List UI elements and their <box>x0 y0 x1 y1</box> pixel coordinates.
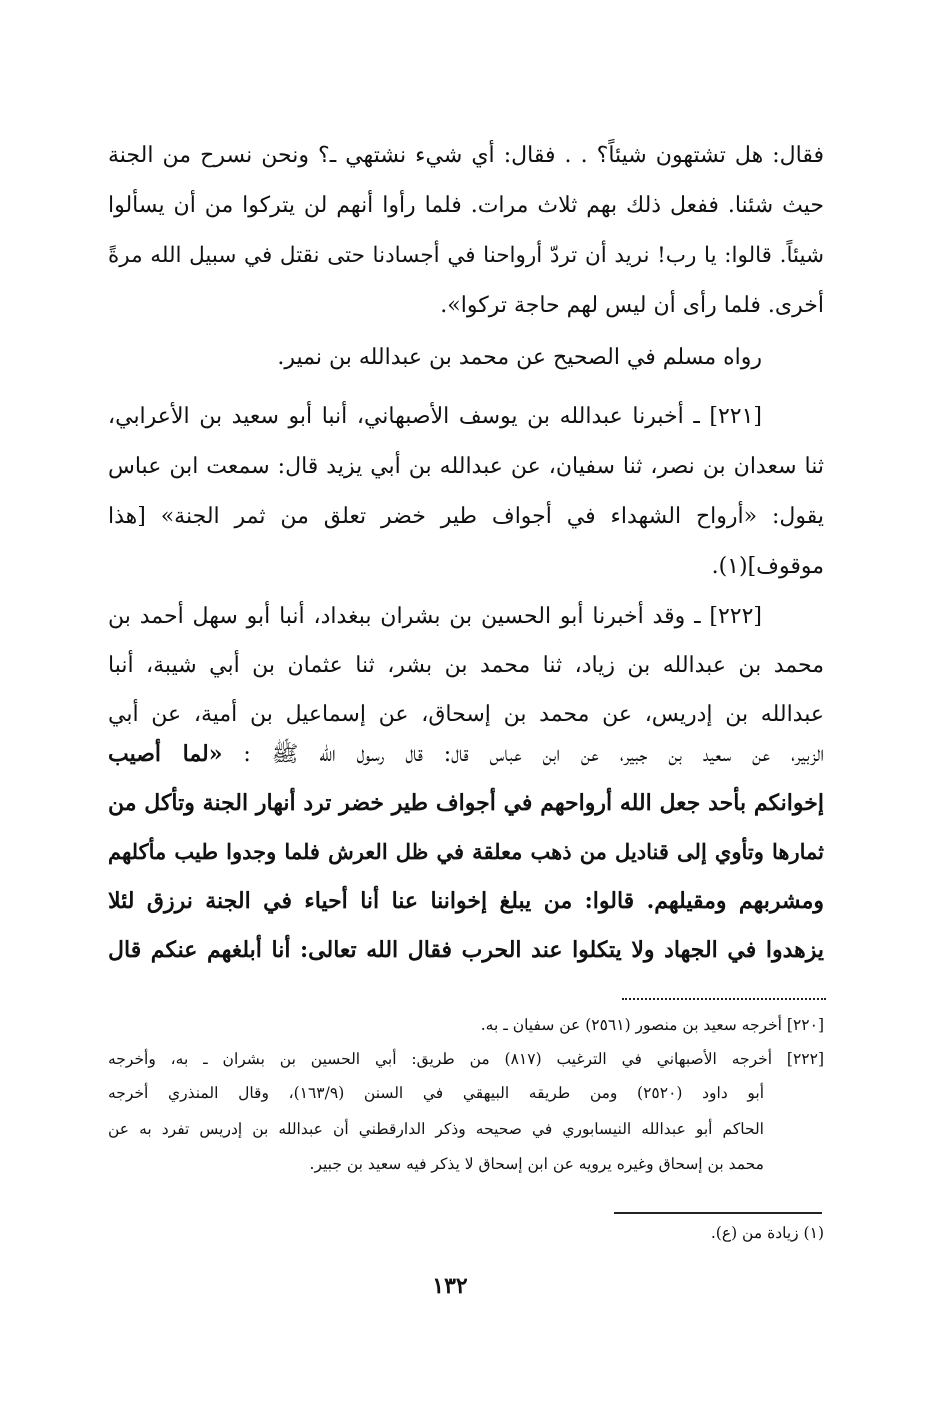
paragraph-4-bold-line-2: ثمارها وتأوي إلى قناديل من ذهب معلقة في ظل العرش فلما وجدوا طيب مأكلهم <box>108 839 824 864</box>
paragraph-3-line-3: يقول: «أرواح الشهداء في أجواف طير خضر تعلق من ثمر الجنة» [هذا <box>108 504 824 529</box>
paragraph-1-line-4: أخرى. فلما رأى أن ليس لهم حاجة تركوا». <box>440 293 824 318</box>
paragraph-4-line-1: [٢٢٢] ـ وقد أخبرنا أبو الحسين بن بشران ببغداد، أنبا أبو سهل أحمد بن <box>108 604 762 629</box>
footnote-separator <box>614 1212 822 1214</box>
paragraph-1-line-1: فقال: هل تشتهون شيئاً؟ . . فقال: أي شيء نشتهي ـ؟ ونحن نسرح من الجنة <box>108 143 824 168</box>
paragraph-4-line-2: محمد بن عبدالله بن زياد، ثنا محمد بن بشر، ثنا عثمان بن أبي شيبة، أنبا <box>108 653 824 678</box>
paragraph-1-line-3: شيئاً. قالوا: يا رب! نريد أن تردّ أرواحنا في أجسادنا حتى نقتل في سبيل الله مرةً <box>108 243 824 268</box>
note-222-line-4: محمد بن إسحاق وغيره يرويه عن ابن إسحاق لا يذكر فيه سعيد بن جبير. <box>309 1155 764 1173</box>
paragraph-3-line-4: موقوف](١). <box>711 554 824 579</box>
paragraph-3-line-1: [٢٢١] ـ أخبرنا عبدالله بن يوسف الأصبهاني، أنبا أبو سعيد بن الأعرابي، <box>108 404 762 429</box>
footnote-1: (١) زيادة من (ع). <box>710 1224 824 1242</box>
paragraph-4-bold-line-3: ومشربهم ومقيلهم. قالوا: من يبلغ إخواننا عنا أنا أحياء في الجنة نرزق لئلا <box>108 888 824 914</box>
paragraph-3-line-2: ثنا سعدان بن نصر، ثنا سفيان، عن عبدالله بن أبي يزيد قال: سمعت ابن عباس <box>108 454 824 479</box>
page-number: ١٣٢ <box>432 1273 468 1299</box>
paragraph-2: رواه مسلم في الصحيح عن محمد بن عبدالله بن نمير. <box>277 345 762 370</box>
note-222-line-2: أبو داود (٢٥٢٠) ومن طريقه البيهقي في السنن (١٦٣/٩)، وقال المنذري أخرجه <box>108 1084 765 1102</box>
paragraph-4-line-4-plain: الزبير، عن سعيد بن جبير، عن ابن عباس قال: قال رسول الله ﷺ : <box>243 742 824 767</box>
note-222-line-3: الحاكم أبو عبدالله النيسابوري في صحيحه وذكر الدارقطني أن عبدالله بن إدريس تفرد به عن <box>108 1120 764 1138</box>
paragraph-4-line-3: عبدالله بن إدريس، عن محمد بن إسحاق، عن إسماعيل بن أمية، عن أبي <box>108 702 824 727</box>
notes-separator <box>622 998 826 1000</box>
note-222-line-1: [٢٢٢] أخرجه الأصبهاني في الترغيب (٨١٧) من طريق: أبي الحسين بن بشران ـ به، وأخرجه <box>108 1050 824 1068</box>
paragraph-4-line-4 <box>108 729 824 779</box>
paragraph-1-line-2: حيث شئنا. ففعل ذلك بهم ثلاث مرات. فلما رأوا أنهم لن يتركوا من أن يسألوا <box>108 193 824 218</box>
note-220: [٢٢٠] أخرجه سعيد بن منصور (٢٥٦١) عن سفيان ـ به. <box>480 1016 824 1034</box>
paragraph-4-bold-line-1: إخوانكم بأحد جعل الله أرواحهم في أجواف طير خضر ترد أنهار الجنة وتأكل من <box>108 790 824 816</box>
paragraph-4-bold-line-4: يزهدوا في الجهاد ولا يتكلوا عند الحرب فقال الله تعالى: أنا أبلغهم عنكم قال <box>108 937 824 963</box>
paragraph-4-line-4-bold: «لما أصيب <box>108 741 223 767</box>
